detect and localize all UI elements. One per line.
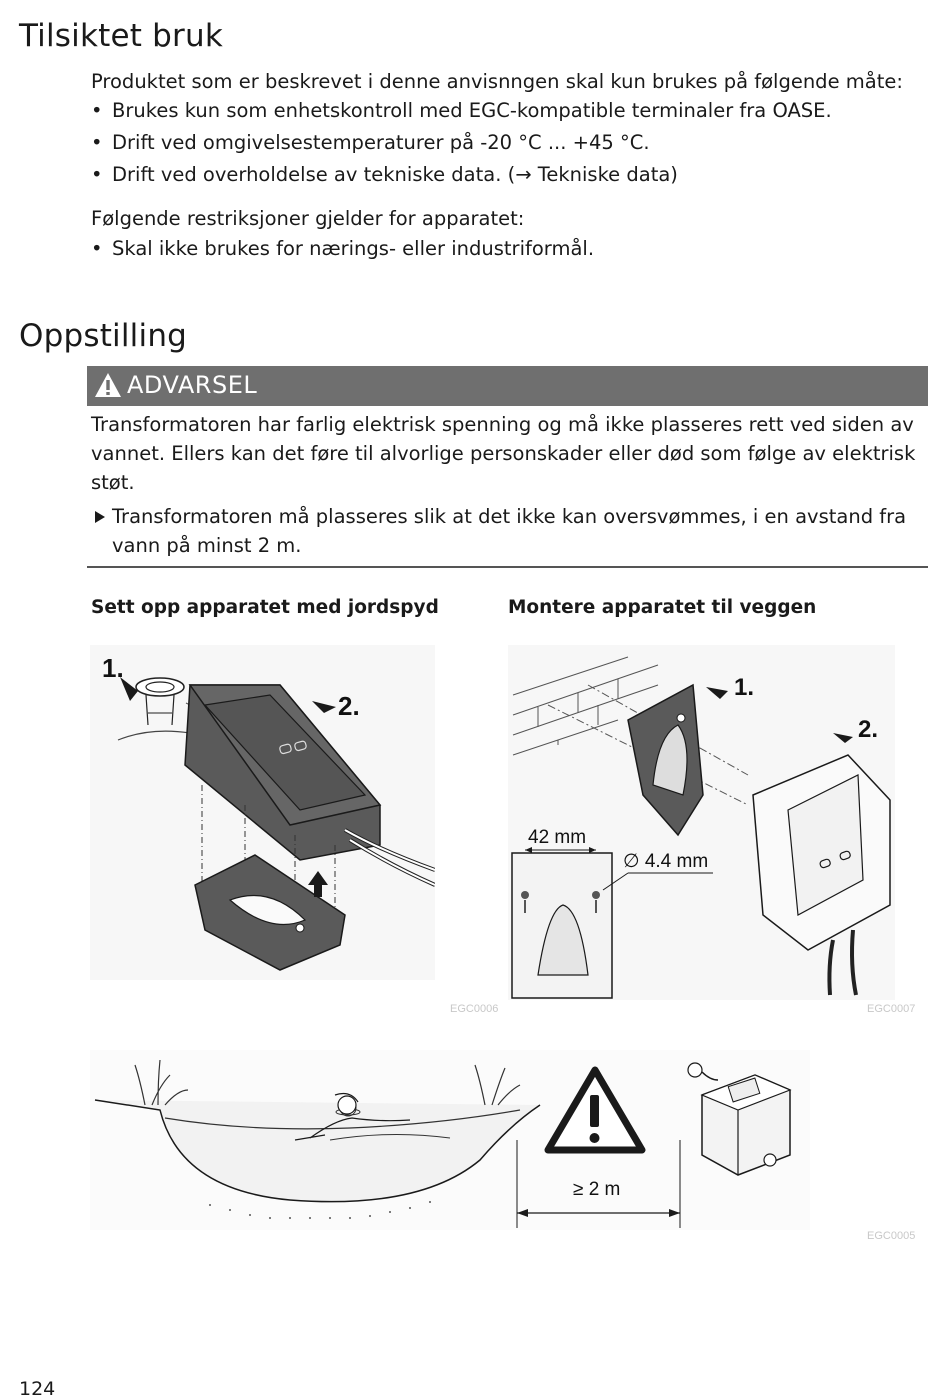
figure-code-left: EGC0006 [450,1003,499,1015]
list-item: • Brukes kun som enhetskontroll med EGC-kompatible terminaler fra OASE. [91,99,832,122]
warning-banner [87,366,928,406]
figure-title-wall-mount: Montere apparatet til veggen [508,597,817,618]
list-item: • Drift ved omgivelsestemperaturer på -20 °C ... +45 °C. [91,131,650,154]
intended-use-intro: Produktet som er beskrevet i denne anvisnngen skal kun brukes på følgende måte: [91,70,903,93]
warning-text: Transformatoren har farlig elektrisk spenning og må ikke plasseres rett ved siden av vannet. Ellers kan det føre til alvorlige personskader eller død som følge av elektrisk støt. [91,413,916,494]
triangle-bullet-icon [95,511,105,523]
warning-triangle-icon [94,372,122,398]
step-2-label: 2. [858,716,879,743]
step-2-label: 2. [338,691,360,721]
ground-spike-illustration [90,645,435,980]
figure-code-bottom: EGC0005 [867,1230,916,1242]
section-heading-setup: Oppstilling [19,318,188,354]
list-item: • Skal ikke brukes for nærings- eller industriformål. [91,237,594,260]
figure-title-ground-spike: Sett opp apparatet med jordspyd [91,597,439,618]
page-number: 124 [19,1378,56,1400]
section-heading-intended-use: Tilsiktet bruk [19,18,223,54]
dimension-hole-label: ∅ 4.4 mm [623,851,709,872]
distance-label: ≥ 2 m [573,1179,621,1200]
step-1-label: 1. [734,674,755,701]
warning-step: Transformatoren må plasseres slik at det ikke kan oversvømmes, i en avstand fra vann på minst 2 m. [91,502,906,560]
wall-mount-illustration [508,645,895,1000]
divider [87,566,928,568]
list-item: • Drift ved overholdelse av tekniske data. (→ Tekniske data) [91,163,678,186]
dimension-width-label: 42 mm [528,827,587,848]
warning-label: ADVARSEL [127,371,258,399]
restrictions-intro: Følgende restriksjoner gjelder for apparatet: [91,207,525,230]
figure-code-right: EGC0007 [867,1003,916,1015]
step-1-label: 1. [102,653,124,683]
pond-distance-illustration [90,1050,810,1230]
